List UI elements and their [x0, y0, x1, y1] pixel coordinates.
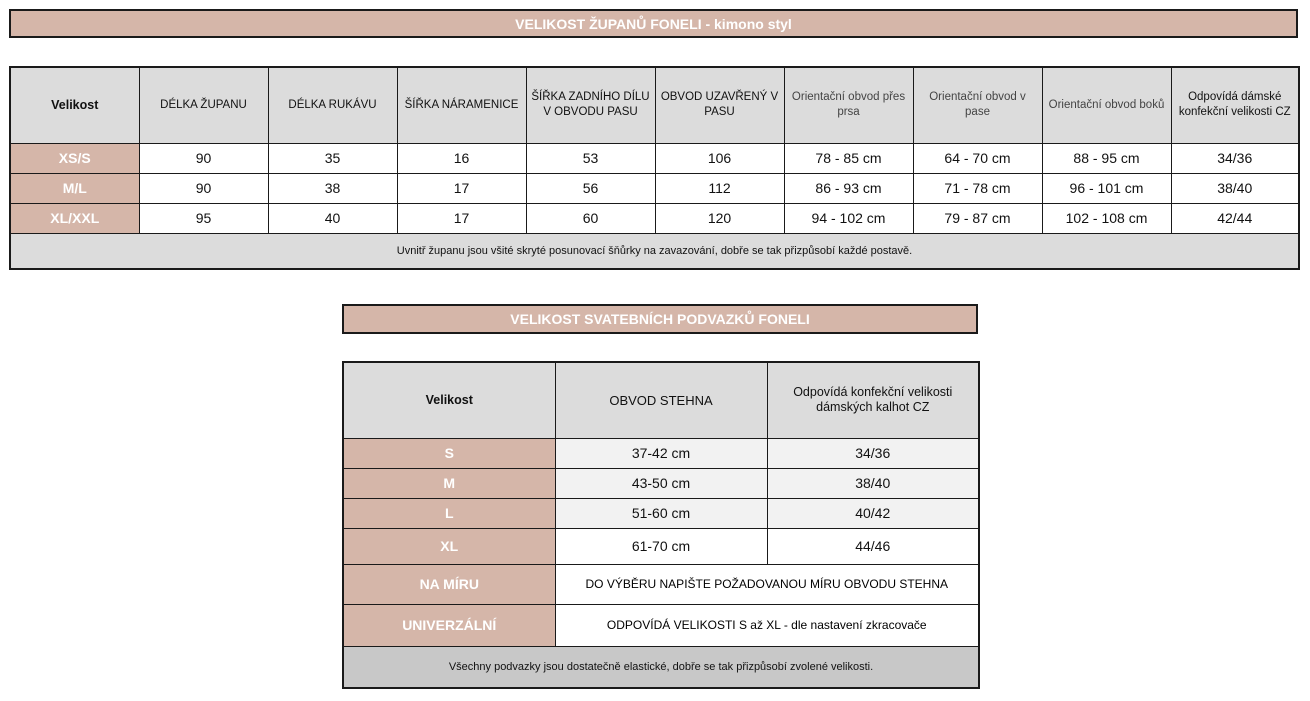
table-row — [343, 564, 979, 604]
table-cell: 79 - 87 cm — [913, 203, 1042, 233]
robe-header-row — [10, 67, 1299, 143]
table-cell: 34/36 — [1171, 143, 1299, 173]
robe-title-banner — [9, 9, 1298, 38]
table-row — [10, 173, 1299, 203]
table-cell: 38/40 — [1171, 173, 1299, 203]
table-row — [343, 468, 979, 498]
table-row — [343, 604, 979, 646]
size-label: L — [343, 498, 555, 528]
robe-header-cell: ŠÍŘKA ZADNÍHO DÍLU V OBVODU PASU — [526, 67, 655, 143]
robe-header-cell: Orientační obvod v pase — [913, 67, 1042, 143]
size-label: M — [343, 468, 555, 498]
table-cell: 37-42 cm — [555, 438, 767, 468]
table-cell: 94 - 102 cm — [784, 203, 913, 233]
robe-title: VELIKOST ŽUPANŮ FONELI - kimono styl — [515, 15, 792, 32]
size-label: XS/S — [10, 143, 139, 173]
table-cell: 112 — [655, 173, 784, 203]
table-cell: 90 — [139, 173, 268, 203]
robe-size-table — [9, 66, 1300, 270]
table-row — [10, 143, 1299, 173]
table-cell: 56 — [526, 173, 655, 203]
table-cell: 95 — [139, 203, 268, 233]
size-label: UNIVERZÁLNÍ — [343, 604, 555, 646]
garter-title: VELIKOST SVATEBNÍCH PODVAZKŮ FONELI — [510, 311, 810, 327]
table-cell: 17 — [397, 173, 526, 203]
robe-header-cell: OBVOD UZAVŘENÝ V PASU — [655, 67, 784, 143]
table-cell: 90 — [139, 143, 268, 173]
garter-title-banner — [342, 304, 978, 334]
robe-header-cell: DÉLKA ŽUPANU — [139, 67, 268, 143]
robe-header-cell: Orientační obvod boků — [1042, 67, 1171, 143]
table-cell: 71 - 78 cm — [913, 173, 1042, 203]
table-cell: 78 - 85 cm — [784, 143, 913, 173]
table-cell: 44/46 — [767, 528, 979, 564]
table-cell: 51-60 cm — [555, 498, 767, 528]
table-cell: 42/44 — [1171, 203, 1299, 233]
table-cell: 61-70 cm — [555, 528, 767, 564]
table-cell: 64 - 70 cm — [913, 143, 1042, 173]
robe-header-cell: DÉLKA RUKÁVU — [268, 67, 397, 143]
garter-note: Všechny podvazky jsou dostatečně elastické, dobře se tak přizpůsobí zvolené velikosti. — [343, 646, 979, 688]
robe-note-row — [10, 233, 1299, 269]
table-cell: ODPOVÍDÁ VELIKOSTI S až XL - dle nastavení zkracovače — [555, 604, 979, 646]
garter-header-row — [343, 362, 979, 438]
table-cell: 35 — [268, 143, 397, 173]
table-cell: 106 — [655, 143, 784, 173]
robe-header-cell: Odpovídá dámské konfekční velikosti CZ — [1171, 67, 1299, 143]
size-label: NA MÍRU — [343, 564, 555, 604]
table-cell: 38/40 — [767, 468, 979, 498]
table-cell: 38 — [268, 173, 397, 203]
table-cell: 40 — [268, 203, 397, 233]
table-row — [10, 203, 1299, 233]
size-label: M/L — [10, 173, 139, 203]
size-label: S — [343, 438, 555, 468]
table-cell: 43-50 cm — [555, 468, 767, 498]
size-label: XL/XXL — [10, 203, 139, 233]
robe-header-cell: Velikost — [10, 67, 139, 143]
table-cell: 40/42 — [767, 498, 979, 528]
garter-size-table — [342, 361, 980, 689]
garter-note-row — [343, 646, 979, 688]
table-cell: 53 — [526, 143, 655, 173]
table-row — [343, 528, 979, 564]
table-cell: 88 - 95 cm — [1042, 143, 1171, 173]
garter-header-cell: Odpovídá konfekční velikosti dámských kalhot CZ — [767, 362, 979, 438]
size-label: XL — [343, 528, 555, 564]
table-cell: 34/36 — [767, 438, 979, 468]
table-cell: DO VÝBĚRU NAPIŠTE POŽADOVANOU MÍRU OBVODU STEHNA — [555, 564, 979, 604]
robe-header-cell: ŠÍŘKA NÁRAMENICE — [397, 67, 526, 143]
table-row — [343, 498, 979, 528]
table-cell: 102 - 108 cm — [1042, 203, 1171, 233]
table-cell: 120 — [655, 203, 784, 233]
garter-header-cell: Velikost — [343, 362, 555, 438]
robe-note: Uvnitř županu jsou všité skryté posunovací šňůrky na zavazování, dobře se tak přizpůsobí každé postavě. — [10, 233, 1299, 269]
robe-header-cell: Orientační obvod přes prsa — [784, 67, 913, 143]
table-cell: 86 - 93 cm — [784, 173, 913, 203]
table-cell: 16 — [397, 143, 526, 173]
garter-header-cell: OBVOD STEHNA — [555, 362, 767, 438]
table-cell: 96 - 101 cm — [1042, 173, 1171, 203]
table-cell: 60 — [526, 203, 655, 233]
table-row — [343, 438, 979, 468]
table-cell: 17 — [397, 203, 526, 233]
